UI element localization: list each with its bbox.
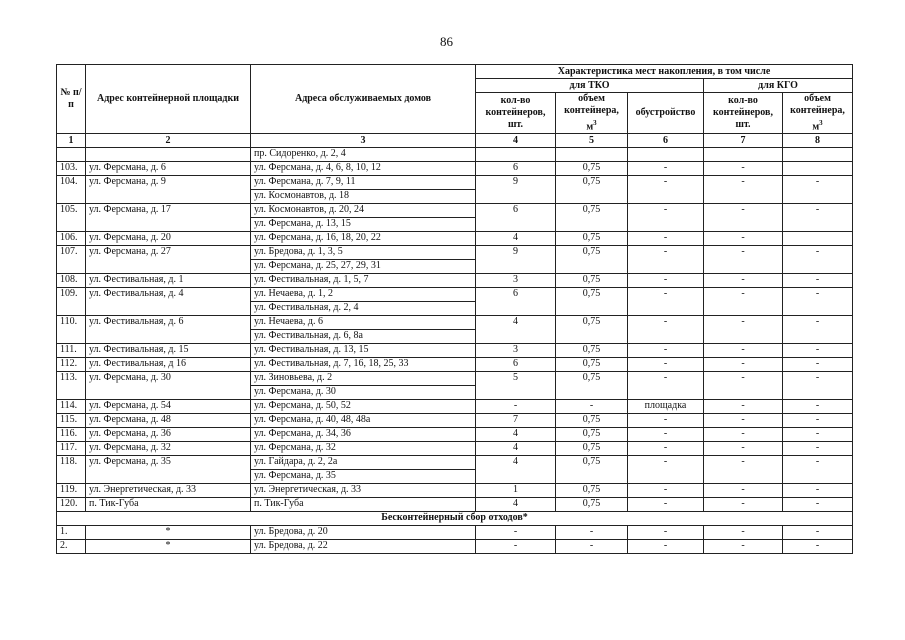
served-house: ул. Ферсмана, д. 16, 18, 20, 22 (251, 232, 476, 246)
cell-c6: - (628, 288, 704, 316)
row-number: 120. (57, 498, 86, 512)
cell-c8: - (783, 442, 853, 456)
cell-c6: - (628, 456, 704, 484)
site-address: ул. Ферсмана, д. 20 (86, 232, 251, 246)
table-row (57, 400, 853, 414)
cell-c7: - (704, 288, 783, 316)
cell-c7: - (704, 162, 783, 176)
site-address: ул. Фестивальная, д. 15 (86, 344, 251, 358)
served-house: ул. Бредова, д. 20 (251, 526, 476, 540)
cell-c7: - (704, 498, 783, 512)
cell-c7: - (704, 204, 783, 232)
served-house: ул. Фестивальная, д. 6, 8а (251, 330, 476, 344)
served-house: ул. Энергетическая, д. 33 (251, 484, 476, 498)
column-number: 4 (476, 134, 556, 148)
cell-c5: 0,75 (556, 204, 628, 232)
table-row (57, 526, 853, 540)
header-address: Адрес контейнерной площадки (86, 65, 251, 134)
site-address: ул. Фестивальная, д. 1 (86, 274, 251, 288)
served-house: ул. Зиновьева, д. 2 (251, 372, 476, 386)
cell-c8 (783, 162, 853, 176)
cell-c6: - (628, 162, 704, 176)
header-houses: Адреса обслуживаемых домов (251, 65, 476, 134)
cell-c4: - (476, 526, 556, 540)
table-row (57, 540, 853, 554)
header-volume: объем контейнера, $м^3$ (556, 93, 628, 134)
cell-c5: - (556, 540, 628, 554)
served-house: ул. Фестивальная, д. 13, 15 (251, 344, 476, 358)
cell-c6: - (628, 484, 704, 498)
served-house: ул. Ферсмана, д. 4, 6, 8, 10, 12 (251, 162, 476, 176)
cell-c7: - (704, 176, 783, 204)
served-house: ул. Космонавтов, д. 20, 24 (251, 204, 476, 218)
column-number: 8 (783, 134, 853, 148)
served-house: ул. Бредова, д. 22 (251, 540, 476, 554)
served-house: п. Тик-Губа (251, 498, 476, 512)
site-address (86, 148, 251, 162)
header-num: № п/п (57, 65, 86, 134)
row-number: 109. (57, 288, 86, 316)
site-address: ул. Фестивальная, д 16 (86, 358, 251, 372)
table-row (57, 246, 853, 260)
cell-c7 (704, 148, 783, 162)
cell-c4: 9 (476, 246, 556, 274)
cell-c8: - (783, 372, 853, 400)
row-number: 112. (57, 358, 86, 372)
cell-c5: 0,75 (556, 484, 628, 498)
table-row (57, 358, 853, 372)
cell-c6: - (628, 246, 704, 274)
cell-c6: - (628, 428, 704, 442)
cell-c7: - (704, 484, 783, 498)
cell-c7: - (704, 526, 783, 540)
cell-c6: - (628, 540, 704, 554)
row-number: 116. (57, 428, 86, 442)
row-number: 105. (57, 204, 86, 232)
site-address: ул. Ферсмана, д. 6 (86, 162, 251, 176)
served-house: ул. Фестивальная, д. 7, 16, 18, 25, 33 (251, 358, 476, 372)
cell-c8: - (783, 428, 853, 442)
cell-c5: 0,75 (556, 176, 628, 204)
cell-c4: 3 (476, 344, 556, 358)
column-number: 7 (704, 134, 783, 148)
cell-c7: - (704, 232, 783, 246)
row-number: 108. (57, 274, 86, 288)
cell-c7: - (704, 414, 783, 428)
served-house: ул. Ферсмана, д. 7, 9, 11 (251, 176, 476, 190)
cell-c4: - (476, 400, 556, 414)
cell-c7: - (704, 400, 783, 414)
table-row (57, 428, 853, 442)
cell-c7: - (704, 344, 783, 358)
cell-c6: - (628, 442, 704, 456)
site-address: ул. Ферсмана, д. 48 (86, 414, 251, 428)
cell-c4: 1 (476, 484, 556, 498)
served-house: ул. Бредова, д. 1, 3, 5 (251, 246, 476, 260)
site-address: ул. Ферсмана, д. 17 (86, 204, 251, 232)
row-number: 104. (57, 176, 86, 204)
table-row (57, 414, 853, 428)
cell-c4: 4 (476, 442, 556, 456)
cell-c4: 4 (476, 456, 556, 484)
header-characteristics: Характеристика мест накопления, в том числе (476, 65, 853, 79)
table-row (57, 274, 853, 288)
cell-c4: 4 (476, 232, 556, 246)
column-number: 3 (251, 134, 476, 148)
cell-c4: 4 (476, 316, 556, 344)
cell-c4: 4 (476, 428, 556, 442)
column-numbers-row (57, 134, 853, 148)
cell-c6: - (628, 274, 704, 288)
table-row (57, 204, 853, 218)
table-row (57, 484, 853, 498)
cell-c5: 0,75 (556, 498, 628, 512)
site-address: * (86, 526, 251, 540)
served-house: ул. Ферсмана, д. 25, 27, 29, 31 (251, 260, 476, 274)
cell-c4: 6 (476, 204, 556, 232)
header-count-kgo: кол-во контейнеров, шт. (704, 93, 783, 134)
collection-points-table (56, 64, 853, 554)
cell-c5: 0,75 (556, 246, 628, 274)
cell-c6 (628, 148, 704, 162)
column-number: 5 (556, 134, 628, 148)
site-address: ул. Ферсмана, д. 32 (86, 442, 251, 456)
served-house: ул. Ферсмана, д. 35 (251, 470, 476, 484)
site-address: ул. Ферсмана, д. 35 (86, 456, 251, 484)
cell-c7: - (704, 442, 783, 456)
cell-c7: - (704, 372, 783, 400)
table-row (57, 232, 853, 246)
cell-c4: 6 (476, 358, 556, 372)
row-number: 103. (57, 162, 86, 176)
row-number: 106. (57, 232, 86, 246)
cell-c6: - (628, 316, 704, 344)
cell-c4 (476, 148, 556, 162)
cell-c5: 0,75 (556, 274, 628, 288)
table-row (57, 176, 853, 190)
cell-c8: - (783, 204, 853, 232)
site-address: ул. Фестивальная, д. 4 (86, 288, 251, 316)
served-house: ул. Ферсмана, д. 34, 36 (251, 428, 476, 442)
cell-c6: - (628, 176, 704, 204)
cell-c7: - (704, 456, 783, 484)
cell-c5: - (556, 526, 628, 540)
cell-c8: - (783, 414, 853, 428)
cell-c8: - (783, 526, 853, 540)
table-row (57, 442, 853, 456)
cell-c6: площадка (628, 400, 704, 414)
column-number: 2 (86, 134, 251, 148)
served-house: ул. Гайдара, д. 2, 2а (251, 456, 476, 470)
row-number: 111. (57, 344, 86, 358)
row-number: 1. (57, 526, 86, 540)
cell-c6: - (628, 498, 704, 512)
cell-c8: - (783, 400, 853, 414)
row-number (57, 148, 86, 162)
cell-c8 (783, 232, 853, 246)
cell-c5: 0,75 (556, 428, 628, 442)
cell-c7: - (704, 358, 783, 372)
cell-c5: 0,75 (556, 456, 628, 484)
served-house: ул. Фестивальная, д. 2, 4 (251, 302, 476, 316)
served-house: ул. Космонавтов, д. 18 (251, 190, 476, 204)
cell-c7: - (704, 540, 783, 554)
cell-c6: - (628, 344, 704, 358)
cell-c4: 4 (476, 498, 556, 512)
served-house: ул. Ферсмана, д. 50, 52 (251, 400, 476, 414)
page-number: 86 (440, 34, 453, 49)
site-address: ул. Ферсмана, д. 36 (86, 428, 251, 442)
cell-c5: 0,75 (556, 316, 628, 344)
cell-c5: 0,75 (556, 372, 628, 400)
site-address: ул. Ферсмана, д. 30 (86, 372, 251, 400)
table-row (57, 148, 853, 162)
cell-c6: - (628, 204, 704, 232)
row-number: 113. (57, 372, 86, 400)
table-body (57, 148, 853, 554)
cell-c8: - (783, 456, 853, 484)
cell-c6: - (628, 526, 704, 540)
row-number: 119. (57, 484, 86, 498)
header-count: кол-во контейнеров, шт. (476, 93, 556, 134)
header-kgo: для КГО (704, 79, 853, 93)
row-number: 115. (57, 414, 86, 428)
cell-c5: 0,75 (556, 358, 628, 372)
column-number: 1 (57, 134, 86, 148)
cell-c7: - (704, 428, 783, 442)
cell-c7: - (704, 274, 783, 288)
cell-c5: 0,75 (556, 442, 628, 456)
table-row (57, 162, 853, 176)
cell-c5: 0,75 (556, 414, 628, 428)
cell-c4: 3 (476, 274, 556, 288)
served-house: пр. Сидоренко, д. 2, 4 (251, 148, 476, 162)
table-row (57, 456, 853, 470)
cell-c8: - (783, 540, 853, 554)
site-address: ул. Ферсмана, д. 27 (86, 246, 251, 274)
cell-c8 (783, 148, 853, 162)
cell-c8: - (783, 316, 853, 344)
row-number: 107. (57, 246, 86, 274)
cell-c8: - (783, 498, 853, 512)
served-house: ул. Фестивальная, д. 1, 5, 7 (251, 274, 476, 288)
row-number: 118. (57, 456, 86, 484)
cell-c5: 0,75 (556, 232, 628, 246)
served-house: ул. Ферсмана, д. 40, 48, 48а (251, 414, 476, 428)
section-title: Бесконтейнерный сбор отходов* (57, 512, 853, 526)
cell-c8: - (783, 484, 853, 498)
site-address: ул. Фестивальная, д. 6 (86, 316, 251, 344)
cell-c8: - (783, 176, 853, 204)
cell-c4: 9 (476, 176, 556, 204)
cell-c8: - (783, 358, 853, 372)
header-volume-kgo: объем контейнера, $м^3$ (783, 93, 853, 134)
cell-c8: - (783, 288, 853, 316)
site-address: ул. Ферсмана, д. 9 (86, 176, 251, 204)
column-number: 6 (628, 134, 704, 148)
cell-c8: - (783, 344, 853, 358)
site-address: * (86, 540, 251, 554)
served-house: ул. Нечаева, д. 6 (251, 316, 476, 330)
cell-c4: 6 (476, 288, 556, 316)
served-house: ул. Нечаева, д. 1, 2 (251, 288, 476, 302)
cell-c5: 0,75 (556, 288, 628, 316)
cell-c4: 7 (476, 414, 556, 428)
table-row (57, 288, 853, 302)
served-house: ул. Ферсмана, д. 13, 15 (251, 218, 476, 232)
row-number: 110. (57, 316, 86, 344)
row-number: 2. (57, 540, 86, 554)
cell-c6: - (628, 372, 704, 400)
cell-c6: - (628, 358, 704, 372)
cell-c7: - (704, 246, 783, 274)
cell-c5: - (556, 400, 628, 414)
cell-c6: - (628, 414, 704, 428)
header-tko: для ТКО (476, 79, 704, 93)
header-arrangement: обустройство (628, 93, 704, 134)
cell-c4: - (476, 540, 556, 554)
section-row (57, 512, 853, 526)
served-house: ул. Ферсмана, д. 32 (251, 442, 476, 456)
cell-c5: 0,75 (556, 344, 628, 358)
row-number: 114. (57, 400, 86, 414)
table-row (57, 316, 853, 330)
site-address: ул. Ферсмана, д. 54 (86, 400, 251, 414)
site-address: ул. Энергетическая, д. 33 (86, 484, 251, 498)
cell-c4: 5 (476, 372, 556, 400)
cell-c5 (556, 148, 628, 162)
cell-c8: - (783, 274, 853, 288)
table-row (57, 344, 853, 358)
cell-c7: - (704, 316, 783, 344)
row-number: 117. (57, 442, 86, 456)
cell-c5: 0,75 (556, 162, 628, 176)
cell-c6: - (628, 232, 704, 246)
served-house: ул. Ферсмана, д. 30 (251, 386, 476, 400)
site-address: п. Тик-Губа (86, 498, 251, 512)
table-row (57, 372, 853, 386)
table-row (57, 498, 853, 512)
cell-c8: - (783, 246, 853, 274)
cell-c4: 6 (476, 162, 556, 176)
